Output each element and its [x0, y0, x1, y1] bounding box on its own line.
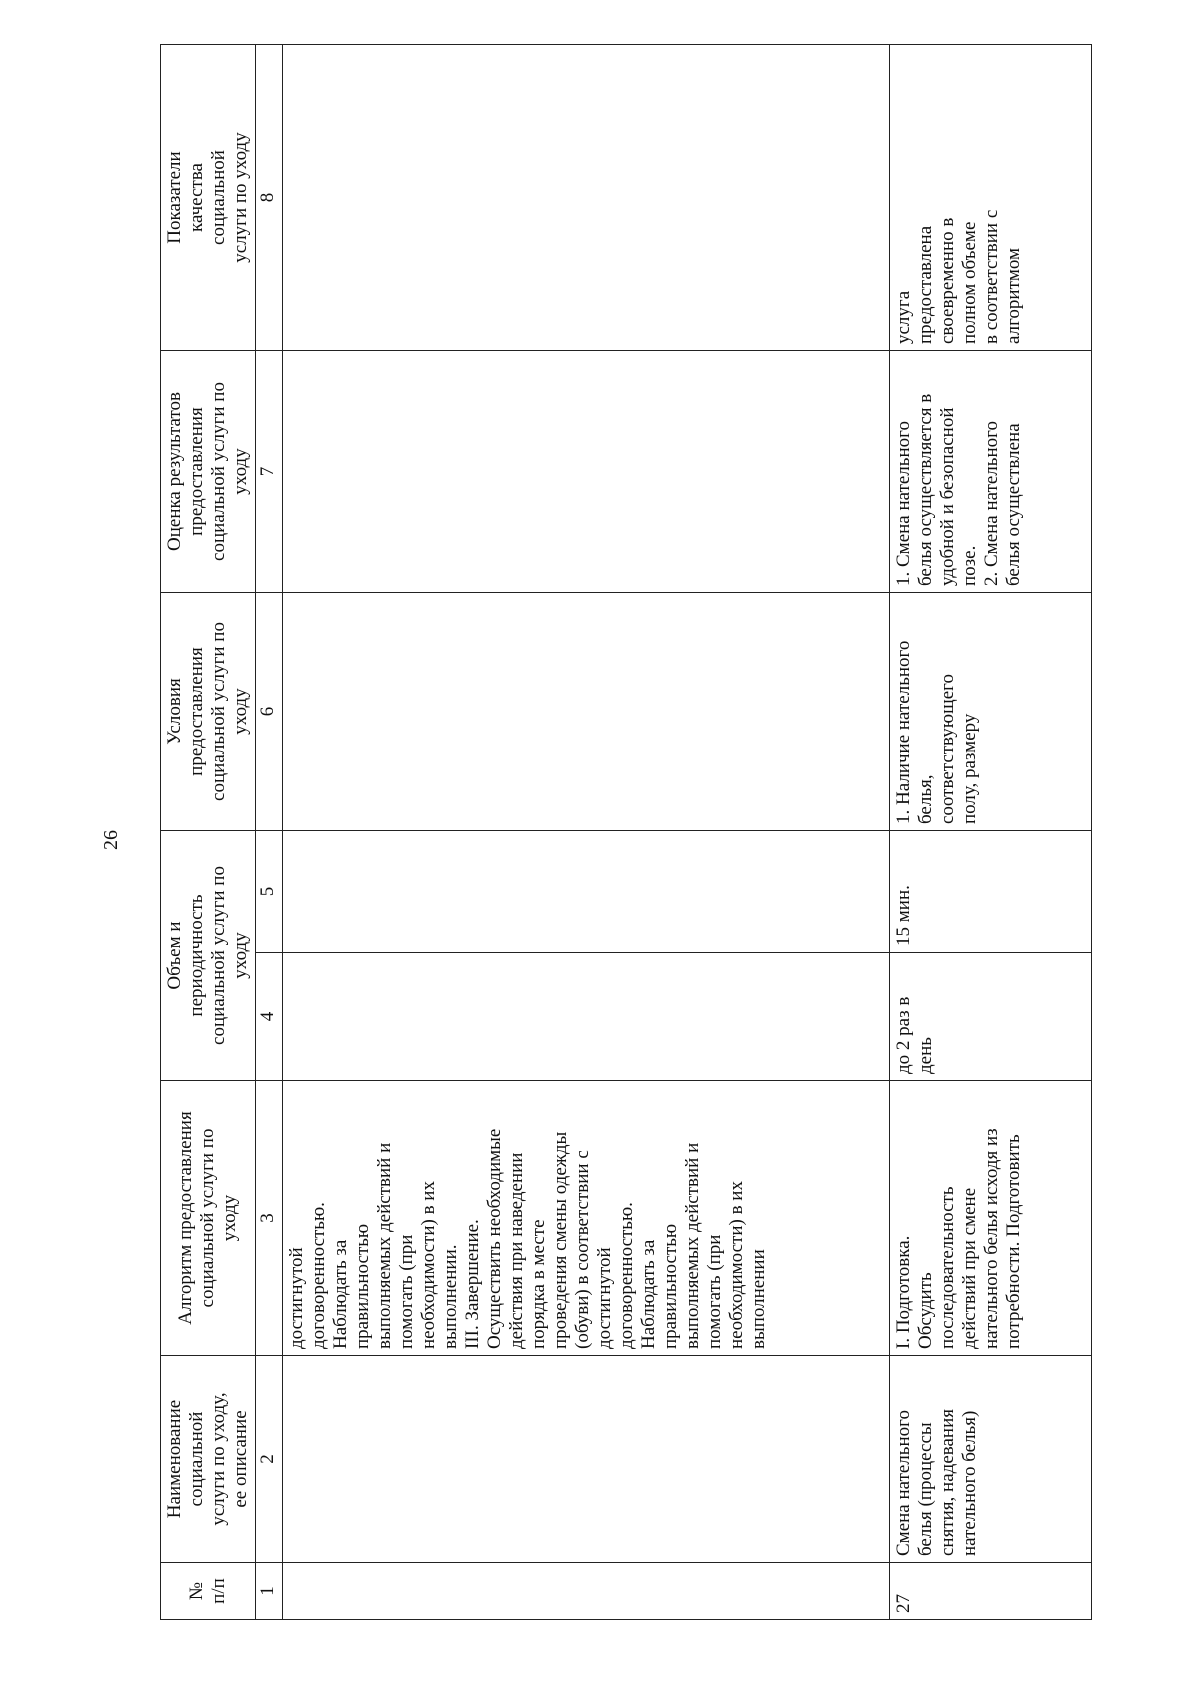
rotated-table-container — [160, 45, 1064, 1620]
header-cell-number: № п/п — [161, 1563, 256, 1620]
cell-service-name: Смена нательного белья (процессы снятия, надевания нательного белья) — [890, 1356, 1092, 1563]
header-cell-volume-frequency: Объем и периодичность социальной услуги по уходу — [161, 831, 256, 1081]
cell-algorithm: I. Подготовка. Обсудить последовательность действий при смене нательного белья исходя из потребности. Подготовить — [890, 1081, 1092, 1356]
header-cell-service-name: Наименование социальной услуги по уходу, ее описание — [161, 1356, 256, 1563]
column-number: 3 — [256, 1081, 283, 1356]
cell-number — [283, 1563, 890, 1620]
cell-result-evaluation — [283, 351, 890, 593]
column-number: 2 — [256, 1356, 283, 1563]
cell-service-name — [283, 1356, 890, 1563]
table-header-row — [161, 45, 256, 1620]
cell-conditions: 1. Наличие нательного белья, соответствующего полу, размеру — [890, 593, 1092, 831]
column-number: 4 — [256, 953, 283, 1081]
cell-number: 27 — [890, 1563, 1092, 1620]
cell-volume: до 2 раз в день — [890, 953, 1092, 1081]
column-number: 1 — [256, 1563, 283, 1620]
cell-quality-indicators: услуга предоставлена своевременно в полном объеме в соответствии с алгоритмом — [890, 45, 1092, 351]
page-number: 26 — [100, 830, 122, 850]
cell-conditions — [283, 593, 890, 831]
column-number: 6 — [256, 593, 283, 831]
column-number: 7 — [256, 351, 283, 593]
header-cell-conditions: Условия предоставления социальной услуги по уходу — [161, 593, 256, 831]
cell-duration — [283, 831, 890, 953]
cell-volume — [283, 953, 890, 1081]
table-row-27 — [890, 45, 1092, 1620]
header-cell-algorithm: Алгоритм предоставления социальной услуги по уходу — [161, 1081, 256, 1356]
column-number-row — [256, 45, 283, 1620]
column-number: 5 — [256, 831, 283, 953]
cell-algorithm: достигнутой договоренностью. Наблюдать за правильностью выполняемых действий и помогать (при необходимости) в их выполнении. III. Завершение. Осуществить необходимые действия при наведении порядка в месте проведения смены одежды (обуви) в соответствии с достигнутой договоренностью. Наблюдать за правильностью выполняемых действий и помогать (при необходимости) в их выполнении — [283, 1081, 890, 1356]
cell-quality-indicators — [283, 45, 890, 351]
cell-result-evaluation: 1. Смена нательного белья осуществляется в удобной и безопасной позе. 2. Смена нательного белья осуществлена — [890, 351, 1092, 593]
header-cell-quality-indicators: Показатели качества социальной услуги по уходу — [161, 45, 256, 351]
header-cell-result-evaluation: Оценка результатов предоставления социальной услуги по уходу — [161, 351, 256, 593]
cell-duration: 15 мин. — [890, 831, 1092, 953]
table-row-continuation — [283, 45, 890, 1620]
services-table — [160, 44, 1092, 1620]
column-number: 8 — [256, 45, 283, 351]
